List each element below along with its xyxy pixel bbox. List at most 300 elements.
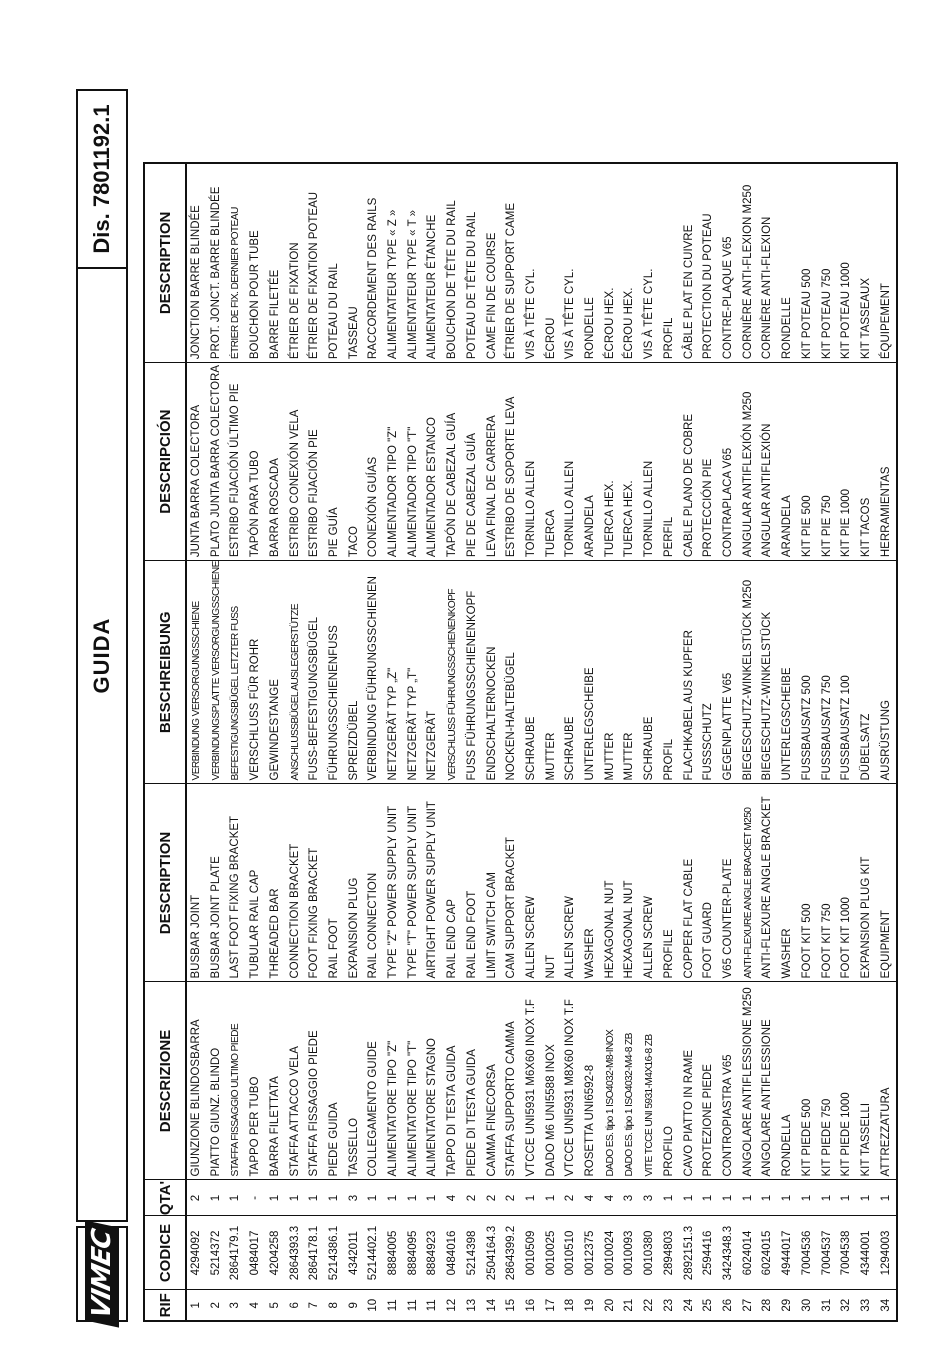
col-description-en-cell: FOOT KIT 500 — [798, 784, 818, 982]
col-beschreibung-cell: MUTTER — [601, 561, 621, 784]
col-description-en-cell: ALLEN SCREW — [522, 784, 542, 982]
col-description-en-cell: HEXAGONAL NUT — [601, 784, 621, 982]
col-beschreibung-cell: GEGENPLATTE V65 — [719, 561, 739, 784]
table-row — [266, 163, 286, 1321]
col-descrizione-cell: VTCCE UNI5931 M6X60 INOX T.F — [522, 982, 542, 1180]
col-description-en-cell: CONNECTION BRACKET — [286, 784, 306, 982]
col-descrizione-cell: DADO M6 UNI5588 INOX — [542, 982, 562, 1180]
table-row — [483, 163, 503, 1321]
col-rif-cell: 4 — [246, 1290, 266, 1321]
col-qta-cell: 3 — [640, 1180, 660, 1216]
col-descripcion-cell: KIT PIE 750 — [818, 363, 838, 561]
col-qta-cell: 1 — [305, 1180, 325, 1216]
col-beschreibung-cell: FUSS-BEFESTIGUNGSBÜGEL — [305, 561, 325, 784]
col-qta-cell: 2 — [463, 1180, 483, 1216]
table-row — [798, 163, 818, 1321]
col-rif-cell: 19 — [581, 1290, 601, 1321]
col-description-fr-cell: CÂBLE PLAT EN CUIVRE — [680, 163, 700, 363]
col-description-fr-cell: KIT POTEAU 500 — [798, 163, 818, 363]
col-descripcion-cell: CONTRAPLACA V65 — [719, 363, 739, 561]
col-beschreibung-cell: NETZGERÄT — [423, 561, 443, 784]
col-rif-cell: 12 — [443, 1290, 463, 1321]
table-row — [522, 163, 542, 1321]
table-row — [620, 163, 640, 1321]
col-descripcion-cell: LEVA FINAL DE CARRERA — [483, 363, 503, 561]
col-beschreibung-header: BESCHREIBUNG — [144, 561, 186, 784]
table-row — [226, 163, 246, 1321]
col-descrizione-cell: ALIMENTATORE TIPO "Z" — [384, 982, 404, 1180]
col-description-fr-cell: ALIMENTATEUR TYPE « T » — [404, 163, 424, 363]
col-description-en-cell: ANTI-FLEXURE ANGLE BRACKET M250 — [739, 784, 759, 982]
col-description-fr-cell: CAME FIN DE COURSE — [483, 163, 503, 363]
col-description-en-cell: FOOT KIT 750 — [818, 784, 838, 982]
table-row — [443, 163, 463, 1321]
col-descrizione-cell: STAFFA FISSAGGIO ULTIMO PIEDE — [226, 982, 246, 1180]
col-description-en-cell: COPPER FLAT CABLE — [680, 784, 700, 982]
drawing-number-box — [76, 89, 128, 269]
col-descrizione-cell: KIT PIEDE 500 — [798, 982, 818, 1180]
col-descrizione-cell: PROFILO — [660, 982, 680, 1180]
col-descrizione-cell: ROSETTA UNI6592-8 — [581, 982, 601, 1180]
col-beschreibung-cell: SCHRAUBE — [561, 561, 581, 784]
col-rif-cell: 1 — [186, 1290, 207, 1321]
col-description-en-cell: FOOT KIT 1000 — [837, 784, 857, 982]
col-description-fr-cell: KIT POTEAU 1000 — [837, 163, 857, 363]
col-qta-cell: 1 — [798, 1180, 818, 1216]
table-row — [857, 163, 877, 1321]
col-qta-cell: 2 — [561, 1180, 581, 1216]
col-qta-cell: 4 — [443, 1180, 463, 1216]
col-description-fr-cell: ALIMENTATEUR ÉTANCHE — [423, 163, 443, 363]
col-descripcion-cell: PROTECCIÓN PIE — [699, 363, 719, 561]
vimec-logo: VIMEC — [85, 1221, 119, 1328]
col-beschreibung-cell: MUTTER — [620, 561, 640, 784]
col-rif-cell: 11 — [384, 1290, 404, 1321]
col-qta-cell: 1 — [286, 1180, 306, 1216]
col-description-en-cell: NUT — [542, 784, 562, 982]
col-codice-cell: 2894803 — [660, 1216, 680, 1290]
col-codice-cell: 2864179.1 — [226, 1216, 246, 1290]
col-rif-cell: 28 — [758, 1290, 778, 1321]
col-descrizione-cell: STAFFA ATTACCO VELA — [286, 982, 306, 1180]
col-codice-cell: 5214402.1 — [364, 1216, 384, 1290]
col-descripcion-cell: TORNILLO ALLEN — [640, 363, 660, 561]
col-codice-cell: 7004536 — [798, 1216, 818, 1290]
table-row — [207, 163, 227, 1321]
col-descrizione-cell: TAPPO PER TUBO — [246, 982, 266, 1180]
col-qta-header: QTA' — [144, 1180, 186, 1216]
col-codice-cell: 6024015 — [758, 1216, 778, 1290]
table-row — [325, 163, 345, 1321]
table-row — [384, 163, 404, 1321]
table-row — [778, 163, 798, 1321]
col-descrizione-cell: RONDELLA — [778, 982, 798, 1180]
col-description-en-cell: TYPE "Z" POWER SUPPLY UNIT — [384, 784, 404, 982]
col-qta-cell: 1 — [719, 1180, 739, 1216]
col-qta-cell: 1 — [837, 1180, 857, 1216]
col-qta-cell: 2 — [483, 1180, 503, 1216]
col-qta-cell: 3 — [620, 1180, 640, 1216]
col-qta-cell: 1 — [818, 1180, 838, 1216]
col-rif-cell: 2 — [207, 1290, 227, 1321]
col-description-fr-cell: PROFIL — [660, 163, 680, 363]
col-rif-cell: 34 — [877, 1290, 898, 1321]
col-qta-cell: 4 — [601, 1180, 621, 1216]
col-descripcion-cell: PERFIL — [660, 363, 680, 561]
col-description-fr-cell: VIS À TÊTE CYL. — [522, 163, 542, 363]
table-row — [404, 163, 424, 1321]
col-descrizione-cell: ALIMENTATORE STAGNO — [423, 982, 443, 1180]
col-codice-cell: 2864178.1 — [305, 1216, 325, 1290]
col-beschreibung-cell: BIEGESCHUTZ-WINKELSTÜCK — [758, 561, 778, 784]
col-rif-cell: 31 — [818, 1290, 838, 1321]
col-descrizione-cell: VTCCE UNI5931 M8X60 INOX T.F — [561, 982, 581, 1180]
col-qta-cell: 1 — [778, 1180, 798, 1216]
col-descrizione-cell: ANGOLARE ANTIFLESSIONE M250 — [739, 982, 759, 1180]
table-row — [364, 163, 384, 1321]
col-codice-cell: 0012375 — [581, 1216, 601, 1290]
col-description-fr-cell: CORNIÈRE ANTI-FLEXION M250 — [739, 163, 759, 363]
col-rif-cell: 22 — [640, 1290, 660, 1321]
col-rif-cell: 24 — [680, 1290, 700, 1321]
col-description-en-cell: WASHER — [778, 784, 798, 982]
col-rif-cell: 10 — [364, 1290, 384, 1321]
col-beschreibung-cell: NOCKEN-HALTEBÜGEL — [502, 561, 522, 784]
col-codice-cell: 7004537 — [818, 1216, 838, 1290]
col-qta-cell: 1 — [207, 1180, 227, 1216]
col-descrizione-cell: BARRA FILETTATA — [266, 982, 286, 1180]
col-description-fr-cell: ÉTRIER DE SUPPORT CAME — [502, 163, 522, 363]
col-description-fr-cell: BARRE FILETÉE — [266, 163, 286, 363]
col-descripcion-cell: PLATO JUNTA BARRA COLECTORA — [207, 363, 227, 561]
col-beschreibung-cell: FÜHRUNGSSCHIENENFUSS — [325, 561, 345, 784]
col-codice-cell: 2594416 — [699, 1216, 719, 1290]
col-beschreibung-cell: MUTTER — [542, 561, 562, 784]
table-row — [186, 163, 207, 1321]
table-row — [758, 163, 778, 1321]
col-descripcion-cell: PIE GUÍA — [325, 363, 345, 561]
col-description-en-cell: EQUIPMENT — [877, 784, 898, 982]
col-qta-cell: 1 — [680, 1180, 700, 1216]
col-descrizione-cell: PIEDE GUIDA — [325, 982, 345, 1180]
col-beschreibung-cell: FUSSBAUSATZ 750 — [818, 561, 838, 784]
col-description-en-cell: EXPANSION PLUG KIT — [857, 784, 877, 982]
col-qta-cell: 1 — [739, 1180, 759, 1216]
col-description-fr-cell: ALIMENTATEUR TYPE « Z » — [384, 163, 404, 363]
col-rif-cell: 27 — [739, 1290, 759, 1321]
table-row — [680, 163, 700, 1321]
col-descrizione-cell: KIT PIEDE 750 — [818, 982, 838, 1180]
col-qta-cell: 3 — [345, 1180, 365, 1216]
col-beschreibung-cell: ENDSCHALTERNOCKEN — [483, 561, 503, 784]
col-rif-cell: 26 — [719, 1290, 739, 1321]
col-codice-cell: 3424348.3 — [719, 1216, 739, 1290]
col-rif-cell: 23 — [660, 1290, 680, 1321]
col-rif-cell: 13 — [463, 1290, 483, 1321]
col-description-fr-cell: RONDELLE — [581, 163, 601, 363]
col-codice-cell: 8884095 — [404, 1216, 424, 1290]
drawing-number: Dis. 7801192.1 — [89, 104, 114, 254]
col-descrizione-cell: DADO ES. tipo 1 ISO4032-M8-INOX — [601, 982, 621, 1180]
col-descripcion-cell: ALIMENTADOR TIPO "Z" — [384, 363, 404, 561]
col-descripcion-cell: ARANDELA — [581, 363, 601, 561]
col-beschreibung-cell: FLACHKABEL AUS KUPFER — [680, 561, 700, 784]
col-descripcion-cell: TUERCA HEX. — [601, 363, 621, 561]
col-rif-cell: 29 — [778, 1290, 798, 1321]
col-qta-cell: 1 — [226, 1180, 246, 1216]
col-beschreibung-cell: PROFIL — [660, 561, 680, 784]
col-rif-header: RIF — [144, 1290, 186, 1321]
col-description-en-cell: ALLEN SCREW — [561, 784, 581, 982]
col-codice-cell: 2892151.3 — [680, 1216, 700, 1290]
col-descrizione-cell: STAFFA FISSAGGIO PIEDE — [305, 982, 325, 1180]
col-description-en-cell: RAIL FOOT — [325, 784, 345, 982]
col-beschreibung-cell: UNTERLEGSCHEIBE — [778, 561, 798, 784]
col-codice-cell: 2864399.2 — [502, 1216, 522, 1290]
col-codice-cell: 1294003 — [877, 1216, 898, 1290]
col-description-en-cell: PROFILE — [660, 784, 680, 982]
col-codice-cell: 0010509 — [522, 1216, 542, 1290]
col-descripcion-cell: ESTRIBO CONEXIÓN VELA — [286, 363, 306, 561]
col-rif-cell: 9 — [345, 1290, 365, 1321]
col-beschreibung-cell: ANSCHLUSSBÜGEL AUSLEGERSTÜTZE — [286, 561, 306, 784]
col-description-fr-cell: BOUCHON POUR TUBE — [246, 163, 266, 363]
col-codice-cell: 6024014 — [739, 1216, 759, 1290]
col-beschreibung-cell: SCHRAUBE — [522, 561, 542, 784]
col-description-fr-cell: BOUCHON DE TÊTE DU RAIL — [443, 163, 463, 363]
col-description-fr-cell: ÉCROU HEX. — [620, 163, 640, 363]
col-codice-cell: 8884005 — [384, 1216, 404, 1290]
col-qta-cell: 4 — [581, 1180, 601, 1216]
table-row — [837, 163, 857, 1321]
col-rif-cell: 30 — [798, 1290, 818, 1321]
col-descrizione-cell: GIUNZIONE BLINDOSBARRA — [186, 982, 207, 1180]
parts-table — [143, 162, 898, 1322]
col-codice-cell: 0484016 — [443, 1216, 463, 1290]
col-descripcion-cell: TORNILLO ALLEN — [522, 363, 542, 561]
col-beschreibung-cell: BEFESTIGUNGSBÜGEL LETZTER FUSS — [226, 561, 246, 784]
col-rif-cell: 16 — [522, 1290, 542, 1321]
col-qta-cell: 1 — [542, 1180, 562, 1216]
col-codice-cell: 5214386.1 — [325, 1216, 345, 1290]
table-row — [561, 163, 581, 1321]
col-descripcion-cell: ANGULAR ANTIFLEXIÓN M250 — [739, 363, 759, 561]
table-row — [660, 163, 680, 1321]
col-description-fr-cell: CONTRE-PLAQUE V65 — [719, 163, 739, 363]
col-beschreibung-cell: AUSRÜSTUNG — [877, 561, 898, 784]
col-description-en-cell: RAIL END FOOT — [463, 784, 483, 982]
col-codice-cell: 4344001 — [857, 1216, 877, 1290]
col-descripcion-cell: ESTRIBO FIJACIÓN ÚLTIMO PIE — [226, 363, 246, 561]
col-descrizione-cell: VITE TCCE UNI 5931-M4X16-8 ZB — [640, 982, 660, 1180]
col-description-fr-cell: ÉTRIER DE FIX. DERNIER POTEAU — [226, 163, 246, 363]
col-qta-cell: 1 — [423, 1180, 443, 1216]
col-rif-cell: 32 — [837, 1290, 857, 1321]
col-rif-cell: 5 — [266, 1290, 286, 1321]
table-row — [246, 163, 266, 1321]
col-beschreibung-cell: NETZGERÄT TYP „T" — [404, 561, 424, 784]
col-descrizione-header: DESCRIZIONE — [144, 982, 186, 1180]
col-rif-cell: 7 — [305, 1290, 325, 1321]
col-descripcion-cell: CONEXIÓN GUÍAS — [364, 363, 384, 561]
col-qta-cell: 1 — [758, 1180, 778, 1216]
col-description-en-cell: V65 COUNTER-PLATE — [719, 784, 739, 982]
col-qta-cell: 1 — [877, 1180, 898, 1216]
col-descripcion-cell: ESTRIBO FIJACIÓN PIE — [305, 363, 325, 561]
table-row — [581, 163, 601, 1321]
col-rif-cell: 17 — [542, 1290, 562, 1321]
col-description-en-cell: LIMIT SWITCH CAM — [483, 784, 503, 982]
table-row — [345, 163, 365, 1321]
col-beschreibung-cell: VERBINDUNGSPLATTE VERSORGUNGSSCHIENE — [207, 561, 227, 784]
col-descripcion-cell: TUERCA — [542, 363, 562, 561]
col-description-en-cell: TUBULAR RAIL CAP — [246, 784, 266, 982]
col-description-fr-cell: POTEAU DE TÊTE DU RAIL — [463, 163, 483, 363]
col-descrizione-cell: DADO ES. tipo 1 ISO4032-M4-8 ZB — [620, 982, 640, 1180]
col-description-fr-cell: ÉCROU — [542, 163, 562, 363]
col-beschreibung-cell: FUSSBAUSATZ 100 — [837, 561, 857, 784]
col-codice-cell: 0010025 — [542, 1216, 562, 1290]
col-descripcion-cell: TACO — [345, 363, 365, 561]
col-description-en-cell: CAM SUPPORT BRACKET — [502, 784, 522, 982]
col-description-en-cell: LAST FOOT FIXING BRACKET — [226, 784, 246, 982]
col-description-en-cell: WASHER — [581, 784, 601, 982]
col-qta-cell: 1 — [384, 1180, 404, 1216]
col-beschreibung-cell: VERBINDUNG VERSORGUNGSSCHIENE — [186, 561, 207, 784]
col-description-fr-cell: VIS À TÊTE CYL. — [640, 163, 660, 363]
table-row — [739, 163, 759, 1321]
col-descripcion-cell: ARANDELA — [778, 363, 798, 561]
col-rif-cell: 8 — [325, 1290, 345, 1321]
col-description-fr-cell: ÉCROU HEX. — [601, 163, 621, 363]
col-descripcion-cell: ALIMENTADOR TIPO "T" — [404, 363, 424, 561]
col-descrizione-cell: CAMMA FINECORSA — [483, 982, 503, 1180]
col-descripcion-cell: HERRAMIENTAS — [877, 363, 898, 561]
col-codice-cell: 2504164.3 — [483, 1216, 503, 1290]
col-description-en-cell: FOOT FIXING BRACKET — [305, 784, 325, 982]
col-description-en-cell: ANTI-FLEXURE ANGLE BRACKET — [758, 784, 778, 982]
col-rif-cell: 6 — [286, 1290, 306, 1321]
col-descripcion-cell: TUERCA HEX. — [620, 363, 640, 561]
col-qta-cell: 1 — [699, 1180, 719, 1216]
col-beschreibung-cell: GEWINDESTANGE — [266, 561, 286, 784]
col-description-en-cell: TYPE "T" POWER SUPPLY UNIT — [404, 784, 424, 982]
col-rif-cell: 20 — [601, 1290, 621, 1321]
col-descrizione-cell: ALIMENTATORE TIPO "T" — [404, 982, 424, 1180]
col-description-fr-cell: RONDELLE — [778, 163, 798, 363]
col-description-fr-cell: PROT. JONCT. BARRE BLINDÉE — [207, 163, 227, 363]
col-rif-cell: 14 — [483, 1290, 503, 1321]
col-descrizione-cell: KIT TASSELLI — [857, 982, 877, 1180]
col-description-en-cell: EXPANSION PLUG — [345, 784, 365, 982]
col-codice-cell: 4944017 — [778, 1216, 798, 1290]
col-rif-cell: 11 — [404, 1290, 424, 1321]
table-row — [877, 163, 898, 1321]
col-qta-cell: 1 — [522, 1180, 542, 1216]
col-rif-cell: 15 — [502, 1290, 522, 1321]
col-descripcion-cell: TORNILLO ALLEN — [561, 363, 581, 561]
col-description-en-cell: BUSBAR JOINT — [186, 784, 207, 982]
table-row — [463, 163, 483, 1321]
col-beschreibung-cell: VERSCHLUSS FÜR ROHR — [246, 561, 266, 784]
col-beschreibung-cell: FUSS FÜHRUNGSSCHIENENKOPF — [463, 561, 483, 784]
col-codice-cell: 8884923 — [423, 1216, 443, 1290]
col-rif-cell: 18 — [561, 1290, 581, 1321]
col-beschreibung-cell: VERSCHLUSS FÜHRUNGSSCHIENENKOPF — [443, 561, 463, 784]
col-rif-cell: 11 — [423, 1290, 443, 1321]
col-description-fr-cell: KIT TASSEAUX — [857, 163, 877, 363]
col-description-en-cell: HEXAGONAL NUT — [620, 784, 640, 982]
col-descripcion-cell: PIE DE CABEZAL GUÍA — [463, 363, 483, 561]
col-description-en-cell: THREADED BAR — [266, 784, 286, 982]
col-descripcion-cell: ALIMENTADOR ESTANCO — [423, 363, 443, 561]
col-codice-cell: 7004538 — [837, 1216, 857, 1290]
col-description-en-cell: RAIL CONNECTION — [364, 784, 384, 982]
col-beschreibung-cell: UNTERLEGSCHEIBE — [581, 561, 601, 784]
col-descrizione-cell: KIT PIEDE 1000 — [837, 982, 857, 1180]
col-descripcion-cell: KIT PIE 500 — [798, 363, 818, 561]
col-beschreibung-cell: NETZGERÄT TYP „Z" — [384, 561, 404, 784]
page-title: GUIDA — [89, 617, 114, 694]
table-row — [286, 163, 306, 1321]
table-body — [186, 163, 897, 1321]
table-row — [305, 163, 325, 1321]
col-descrizione-cell: COLLEGAMENTO GUIDE — [364, 982, 384, 1180]
col-description-en-cell: FOOT GUARD — [699, 784, 719, 982]
col-qta-cell: 1 — [857, 1180, 877, 1216]
col-qta-cell: 1 — [266, 1180, 286, 1216]
col-descripcion-header: DESCRIPCIÓN — [144, 363, 186, 561]
col-beschreibung-cell: SCHRAUBE — [640, 561, 660, 784]
col-qta-cell: - — [246, 1180, 266, 1216]
col-description-en-cell: RAIL END CAP — [443, 784, 463, 982]
col-codice-cell: 4294092 — [186, 1216, 207, 1290]
col-descrizione-cell: PIEDE DI TESTA GUIDA — [463, 982, 483, 1180]
col-description-fr-cell: POTEAU DU RAIL — [325, 163, 345, 363]
col-codice-cell: 0010093 — [620, 1216, 640, 1290]
col-description-en-cell: AIRTIGHT POWER SUPPLY UNIT — [423, 784, 443, 982]
col-descrizione-cell: ANGOLARE ANTIFLESSIONE — [758, 982, 778, 1180]
col-descrizione-cell: CONTROPIASTRA V65 — [719, 982, 739, 1180]
table-row — [719, 163, 739, 1321]
col-qta-cell: 1 — [325, 1180, 345, 1216]
col-codice-cell: 5214372 — [207, 1216, 227, 1290]
col-codice-header: CODICE — [144, 1216, 186, 1290]
col-codice-cell: 0484017 — [246, 1216, 266, 1290]
col-description-fr-header: DESCRIPTION — [144, 163, 186, 363]
col-description-en-header: DESCRIPTION — [144, 784, 186, 982]
col-codice-cell: 0010510 — [561, 1216, 581, 1290]
col-descrizione-cell: PROTEZIONE PIEDE — [699, 982, 719, 1180]
col-descrizione-cell: PIATTO GIUNZ. BLINDO — [207, 982, 227, 1180]
col-beschreibung-cell: VERBINDUNG FÜHRUNGSSCHIENEN — [364, 561, 384, 784]
col-rif-cell: 3 — [226, 1290, 246, 1321]
col-description-en-cell: ALLEN SCREW — [640, 784, 660, 982]
col-qta-cell: 1 — [660, 1180, 680, 1216]
col-description-fr-cell: VIS À TÊTE CYL. — [561, 163, 581, 363]
col-codice-cell: 4342011 — [345, 1216, 365, 1290]
table-row — [502, 163, 522, 1321]
col-codice-cell: 4204258 — [266, 1216, 286, 1290]
col-description-fr-cell: TASSEAU — [345, 163, 365, 363]
table-row — [601, 163, 621, 1321]
col-descripcion-cell: ANGULAR ANTIFLEXIÓN — [758, 363, 778, 561]
table-header-row — [144, 163, 186, 1321]
col-codice-cell: 2864393.3 — [286, 1216, 306, 1290]
table-row — [699, 163, 719, 1321]
table-row — [818, 163, 838, 1321]
col-description-fr-cell: ÉQUIPEMENT — [877, 163, 898, 363]
